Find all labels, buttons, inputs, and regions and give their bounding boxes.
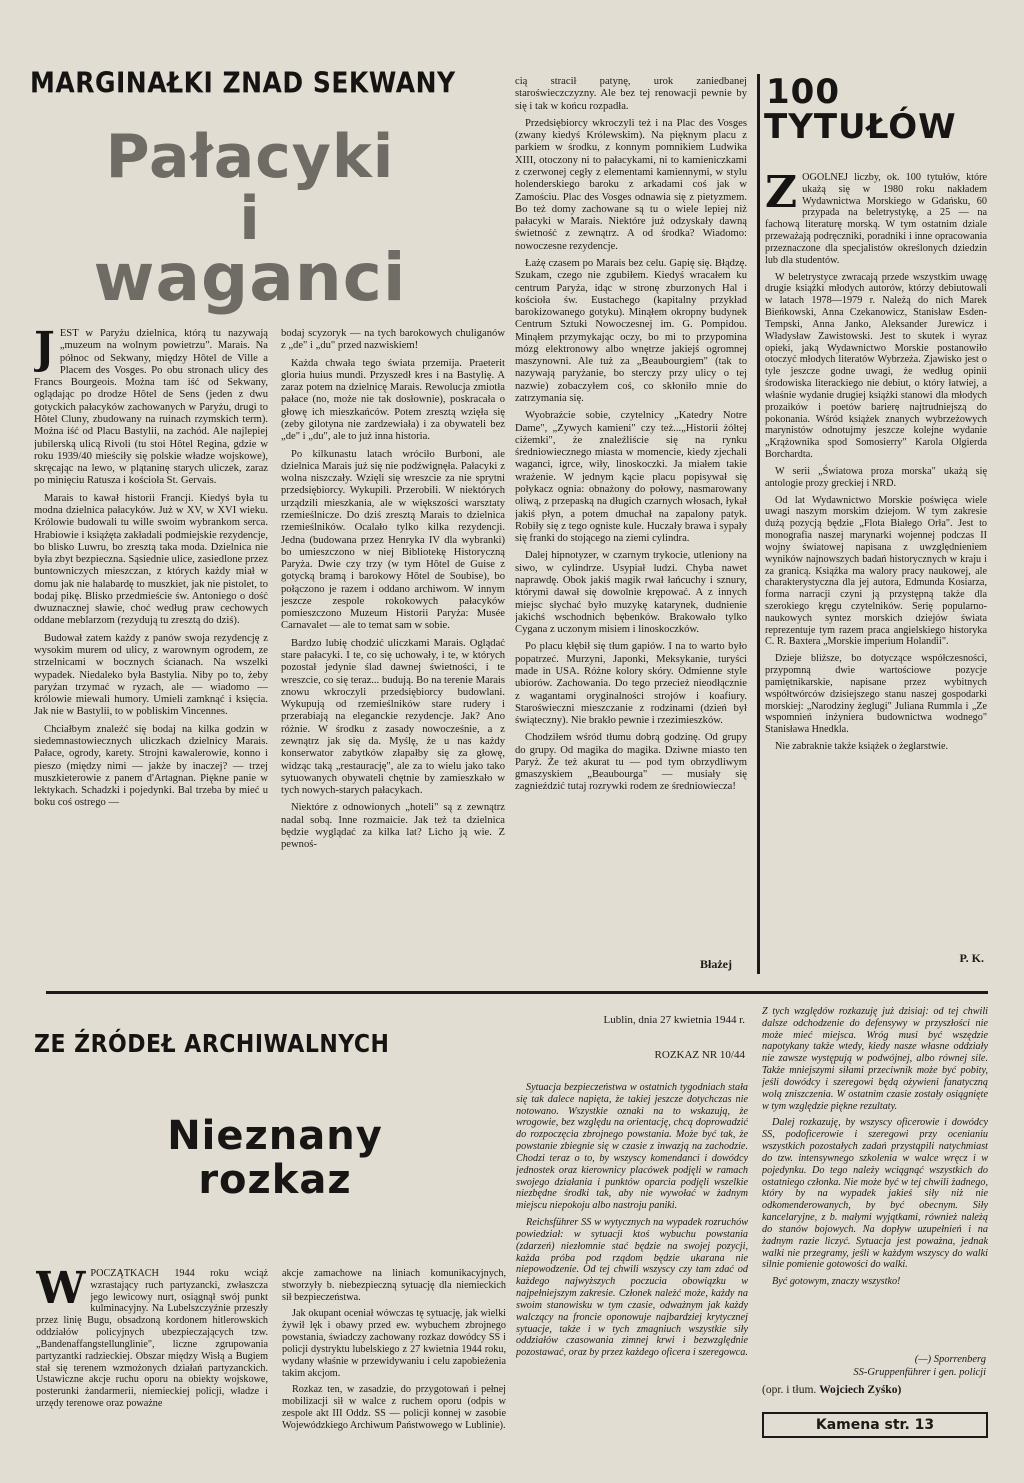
sidebar-para-2: W beletrystyce zwracają przede wszystkim uwagę drugie książki młodych autorów, którzy debiutowali w latach 1978—1979 r. Należą do nich Marek Bieńkowski, Anna Czekanowicz, Stanisław Esden-Tempski, Anna Janko, Aleksander Jurewicz i Władysław Zawistowski. Jest to skutek i wyraz opieki, jaką Wydawnictwo Morskie postanowiło otoczyć młodych literatów Wybrzeża. Zjawisko jest o tyle jeszcze godne uwagi, że według opinii środowiska literackiego nie debiut, o który łatwiej, a właśnie wydanie drugiej książki stanowi dla młodych prozaików i poetów barierę najtrudniejszą do pokonania. Wśród książek znanych wybrzeżowych marynistów odnotujmy jeszcze kolejne wydanie „Krążownika spod Somosierry" Karola Olgierda Borchardta. xyxy=(765,271,987,461)
top-article-column-1 xyxy=(34,328,268,973)
translator-credit xyxy=(762,1384,988,1396)
bottom-col1-para-1: WPOCZĄTKACH 1944 roku wciąż wzrastający ruch partyzancki, zwłaszcza jego lewicowy nurt, osiągnął swój punkt kulminacyjny. Na Lubelszczyźnie przeszły przez linię Bugu, obsadzoną kordonem hitlerowskich oddziałów policyjnych ubezpieczających tzw. „Bandenaffangstellunglinie", liczne zgrupowania partyzantki radzieckiej. Obszar między Wisłą a Bugiem stał się terenem wzmożonych działań partyzanckich. Ustawiczne akcje ruchu oporu na obiekty wojskowe, posterunki żandarmerii, niemieckiej policji, władze i urzędy terenowe oraz poważne xyxy=(36,1268,268,1410)
bottom-col4-para-3: Być gotowym, znaczy wszystko! xyxy=(772,1276,901,1288)
top-col1-para-1: JEST w Paryżu dzielnica, którą tu nazywają „muzeum na wolnym powietrzu". Marais. Na północ od Sekwany, między Hôtel de Ville a Placem des Vosges. Po obu stronach ulicy des Francs Bourgeois. Można tam iść od Sekwany, oglądając po drodze Hôtel de Sens (jeden z dwu gotyckich pałacyków zachowanych w Paryżu, drugi to Hôtel Cluny, zbudowany na ruinach rzymskich term). Można iść od Placu Bastylii, na zachód. Ale najlepiej jubilerską ulicą Rivoli (tu stoi Hôtel Regina, gdzie w roku 1939/40 mieściły się polskie władze wojskowe), skręcając na lewo, w plątaninę starych uliczek, zaraz po minięciu Ratusza i kościoła St. Gervais. xyxy=(34,328,268,487)
bottom-title-line2: rozkaz xyxy=(198,1157,352,1203)
article-title-line2: i xyxy=(239,184,261,254)
top-col2-para-2: Każda chwała tego świata przemija. Praeterit gloria huius mundi. Przyszedł kres i na Bastylię. A zaraz potem na dzielnicę Marais. Rewolucja zmiotła pałace (no, może nie tak dosłownie), poskracała o głowę ich mieszkańców. Potem zresztą wzięła się (zeby gilotyna nie zardzewiała) i za obywateli bez „de" i „du", ale to już inna historia. xyxy=(281,357,505,443)
top-article-column-2 xyxy=(281,328,505,973)
bottom-col4-para-1: Z tych względów rozkazuję już dzisiaj: od tej chwili dalsze odchodzenie do defensywy w przyszłości nie może mieć miejsca. Wróg musi być wszędzie napotykany także wtedy, kiedy nasze własne oddziały nie zawsze występują w podwójnej, albo równej sile. Także mniejszymi siłami przeciwnik może być pobity, jeśli dowódcy i szeregowi będą ożywieni fanatyczną wolą zniszczenia. W ostatnim czasie zostały osiągnięte w tym względzie piękne rezultaty. xyxy=(762,1006,988,1112)
section-kicker-archiwalne: ZE ŹRÓDEŁ ARCHIWALNYCH xyxy=(34,1030,390,1059)
bottom-col2-para-1: akcje zamachowe na liniach komunikacyjnych, stworzyły b. niebezpieczną sytuację dla niemieckich sił bezpieczeństwa. xyxy=(282,1268,506,1303)
top-col3-para-3: Łażę czasem po Marais bez celu. Gapię się. Błądzę. Szukam, czego nie zgubiłem. Kiedyś wracałem ku centrum Paryża, idąc w stronę zburzonych Hal i kościoła św. Eustachego (kapitalny przykład barokizowanego gotyku). Minąłem okropny budynek Centrum Sztuki Nowoczesnej im. G. Pompidou. Minąłem przymykając oczy, bo mi to przypomina mózg elektronowy albo wnętrze jakiejś ogromnej maszynowni. Ale tuż za „Beaubourgiem" (tak to nazywają paryżanie, bo sterczy przy ulicy o tej nazwie) zobaczyłem coś, co skłoniło mnie do zatrzymania się. xyxy=(515,257,747,405)
sidebar-title-line1: 100 xyxy=(766,72,840,112)
top-col3-para-7: Chodziłem wśród tłumu dobrą godzinę. Od grupy do grupy. Od magika do magika. Dziwne miasto ten Paryż. Że też akurat tu — pod tym obrzydliwym gmaszyskiem „Beaubourga" — musiały się zagnieździć tutaj rozrywki rodem ze średniowiecza! xyxy=(515,732,747,793)
sidebar-para-6: Nie zabraknie także książek o żeglarstwie. xyxy=(775,741,949,753)
bottom-title-line1: Nieznany xyxy=(167,1113,383,1159)
sidebar-para-4: Od lat Wydawnictwo Morskie poświęca wiele uwagi naszym morskim dziejom. W tym zakresie dużą pozycją będzie „Flota Białego Orła". Jest to monografia naszej marynarki wojennej podczas II wojny światowej napisana z uwzględnieniem wyników najnowszych badań historycznych w kraju i za granicą. Książka ma walory pracy naukowej, ale charakterystyczna dla jej autora, Edmunda Kosiarza, forma narracji czyni ją przystępną także dla szerokiego kręgu czytelników. Serię popularno-naukowych syntez morskich dziejów świata reprezentuje tym razem praca angielskiego historyka C. R. Baxtera „Morskie imperium Holandii". xyxy=(765,494,987,648)
top-col3-para-2: Przedsiębiorcy wkroczyli też i na Plac des Vosges (zwany kiedyś Królewskim). Na pięknym placu z parkiem w środku, z konnym pomnikiem Ludwika XIII, otoczony ni to pałacykami, ni to kamieniczkami z czerwonej cegły z elementami kamiennymi, w stylu holenderskiego baroku z arkadami coś jak w Zamościu. Plac des Vosges odnawia się z pietyzmem. Bo też domy zachowane są tu o wiele lepiej niż pałacyki w Marais. Niektóre już odzyskały dawną świetność z zewnątrz. A od środka? Wiadomo: nowoczesne rezydencje. xyxy=(515,117,747,252)
translator-prefix: (opr. i tłum. xyxy=(762,1384,817,1396)
order-title: ROZKAZ NR 10/44 xyxy=(654,1049,745,1061)
sidebar-signature: P. K. xyxy=(959,951,984,965)
bottom-col3-para-1: Sytuacja bezpieczeństwa w ostatnich tygodniach stała się tak dalece napięta, że takiej jeszcze dotychczas nie notowano. Wszystkie oznaki na to wskazują, że wrogowie, bez względu na orientację, chcą doprowadzić do rozpoczęcia zbrojnego powstania. Może być tak, że powstanie zbiegnie się w czasie z inwazją na zachodzie. Chodzi teraz o to, by wszyscy komendanci i dowódcy jednostek oraz kierownicy placówek podjęli w ramach swojego działania i punktów oparcia podjęli wszelkie niezbędne środki tak, aby nie wywołać w żadnym miejscu niepokoju albo nastroju paniki. xyxy=(516,1082,748,1212)
top-col1-para-3: Budował zatem każdy z panów swoja rezydencję z wysokim murem od ulicy, z warownym ogrodem, ze strzelnicami w bocznych ścianach. Na wszelki wypadek. Niedaleko była Bastylia. Niby po to, żeby paryżan trzymać w ryzach, ale — wiadomo — królowie miewali humory. Umieli zamknąć i księcia. Jak nie w Bastylii, to w pobliskim Vincennes. xyxy=(34,632,268,718)
top-col3-para-1: cią stracił patynę, urok zaniedbanej staroświeczczyzny. Ale bez tej renowacji pewnie by się i tak w końcu rozpadła. xyxy=(515,76,747,112)
article-title-line1: Pałacyki xyxy=(105,122,395,192)
top-col2-para-4: Bardzo lubię chodzić uliczkami Marais. Oglądać stare pałacyki. I te, co się uchowały, i te, w których pozostał jedynie ślad dawnej świetności, i te wreszcie, co się teraz... budują. Bo na terenie Marais znowu wkroczyli przedsiębiorcy budowlani. Wykupują od rzemieślników stare rudery i przerabiają na eleganckie rezydencje. Jak? Ano różnie. W środku z zasady nowocześnie, a z zewnątrz jak się da. Myślę, że u nas każdy konserwator zabytków złapałby się za głowę, widząc taką „restaurację", ale za to wielu jako tako sytuowanych obywateli chętnie by zamieszkało w tych nowych-starych pałacykach. xyxy=(281,637,505,797)
sidebar-divider xyxy=(757,74,760,974)
top-col2-para-5: Niektóre z odnowionych „hoteli" są z zewnątrz nadal sobą. Inne rozmaicie. Jak też ta dzielnica będzie wyglądać za kilka lat? Licho ją wie. Z pewnoś- xyxy=(281,802,505,851)
bottom-article-column-2 xyxy=(282,1268,506,1468)
sidebar-column xyxy=(765,172,987,962)
bottom-col3-para-2: Reichsführer SS w wytycznych na wypadek rozruchów powiedział: w sytuacji ktoś wybuchu powstania (zdarzeń) niezłomnie stać będzie na swojej pozycji, każda próba pod rządom będzie ukarana nie niepowodzenie. Od tej chwili wszyscy czy tam zdać od każdego najwyższych poczucia obowiązku w najpełniejszym zakresie. Członek należć może, każdy na swoim stanowisku w tym czasie, odważnym jak każdy walczący na froncie oponowuje najbardziej krytycznej sytuacje, także i w tych zmagniuch wszystkie siły oddziałów czasowania zimnej krwi i bezwzględnie pozostawać, oraz by przez każdego oficera i szeregowca. xyxy=(516,1217,748,1359)
order-dateline: Lublin, dnia 27 kwietnia 1944 r. xyxy=(603,1014,745,1026)
bottom-article-column-1 xyxy=(36,1268,268,1468)
top-col3-para-4: Wyobraźcie sobie, czytelnicy „Katedry Notre Dame", „Zywych kamieni" czy też...„Historii żółtej ciżemki", że znaleźliście się na rynku średniowiecznego miasta w momencie, kiedy zjechali waganci, igrce, wiły, linoskoczki. Ja miałem takie wrażenie. W jednym kącie placu popisywał się połykacz ognia: obnażony do połowy, nasmarowany oliwą, z przepaską na długich czarnych włosach, łykał jakiś płyn, a potem dmuchał na zapalony patyk. Robiły się z tego ogniste kule. Huczały brawa i sypały się franki do stojącego na ziemi cylindra. xyxy=(515,410,747,545)
sidebar-para-5: Dzieje bliższe, bo dotyczące współczesności, przypomną dwie wartościowe pozycje pamiętnikarskie, napisane przez wybitnych współtwórców dzisiejszego stanu naszej gospodarki morskiej: „Narodziny żeglugi" Juliana Rummla i „Ze wspomnień inżyniera budownictwa wodnego" Stanisława Hnedkla. xyxy=(765,653,987,736)
drop-cap: J xyxy=(34,328,55,374)
top-col3-para-6: Po placu kłębił się tłum gapiów. I na to warto było popatrzeć. Murzyni, Japonki, Meksykanie, turyści made in USA. Różne kolory skóry. Odmienne style ubiorów. Zachowania. Do tego przecież nieodłącznie z wagantami oryginalności strojów i koafiury. Staroświeczni mieszczanie z rodzinami (dzień był świąteczny). Nie brakło pewnie i rzezimieszków. xyxy=(515,641,747,727)
bottom-col2-para-2: Jak okupant oceniał wówczas tę sytuację, jak wielki żywił lęk i obawy przed ew. wybuchem zbrojnego powstania, świadczy zachowany rozkaz dowódcy SS i policji dystryktu lubelskiego z 27 kwietnia 1944 roku, wydany właśnie w przewidywaniu i celu zapobieżenia takim akcjom. xyxy=(282,1308,506,1379)
bottom-article-column-3 xyxy=(516,1082,748,1474)
article-title-line3: waganci xyxy=(93,239,407,316)
page-number-box xyxy=(762,1412,988,1438)
top-col3-para-5: Dalej hipnotyzer, w czarnym trykocie, utleniony na siwo, w cylindrze. Usypiał ludzi. Chyba nawet naprawdę. Obok jakiś magik rwał łańcuchy i sznury, którymi dawał się dowolnie krępować. A z innych miejsc słychać było muzykę katarynek, dudnienie jakichś wschodnich bębenków. Brakowało tylko Cygana z uczonym misiem i linoskoczków. xyxy=(515,550,747,636)
sidebar-title-line2: TYTUŁÓW xyxy=(764,107,957,147)
sidebar-drop-cap: Z xyxy=(765,172,798,218)
section-divider xyxy=(46,991,988,994)
page-number-label: Kamena str. 13 xyxy=(815,1417,935,1433)
top-col2-para-1: bodaj scyzoryk — na tych barokowych chuliganów z „de" i „du" przed nazwiskiem! xyxy=(281,328,505,352)
top-article-signature: Błażej xyxy=(700,957,732,971)
top-col2-para-3: Po kilkunastu latach wróciło Burboni, ale dzielnica Marais już się nie podźwignęła. Pałacyki z wolna niszczały. Wzięli się wreszcie za nie sprytni przedsiębiorcy. Wykupili. Przerobili. W niektórych urządzili mieszkania, ale w większości warsztaty rzemieślnicze. Do dziś zresztą Marais to dzielnica rzemieślników. Ocalało tylko kilka rezydencji. Jedna (budowana przez Henryka IV dla wybranki) bo umieszczono w niej Bibliotekę Historyczną Paryża. Dwie czy trzy (w tym Hôtel de Guise z gotycką bramą i barokowy Hôtel de Soubise), bo połączono je razem i oddano archiwom. W innym jeszcze zespole rokokowych pałacyków pomieszczono Muzeum Historii Paryża: Musée Carnavalet — ale to temat sam w sobie. xyxy=(281,448,505,632)
top-article-column-3 xyxy=(515,76,747,956)
sidebar-para-3: W serii „Światowa proza morska" ukażą się antologie prozy greckiej i NRD. xyxy=(765,465,987,489)
order-signature-name: (—) Sporrenberg xyxy=(914,1354,986,1365)
bottom-col2-para-3: Rozkaz ten, w zasadzie, do przygotowań i pełnej mobilizacji sił w walce z ruchem oporu (odpis w zespole akt III Oddz. SS — policji konnej w zasobie Wojewódzkiego Archiwum Państwowego w Lublinie). xyxy=(282,1384,506,1431)
sidebar-para-1: ZOGÓLNEJ liczby, ok. 100 tytułów, które ukażą się w 1980 roku nakładem Wydawnictwa Morskiego w Gdańsku, 60 przypada na beletrystykę, a 25 — na fachową literaturę morską. W tym ostatnim dziale przeważają podręczniki, poradniki i inne opracowania przeznaczone dla specjalistów określonych dziedzin lub dla studentów. xyxy=(765,172,987,266)
top-col1-para-2: Marais to kawał historii Francji. Kiedyś była tu modna dzielnica pałacyków. Już w XV, w XVI wieku. Królowie budowali tu wille swoim wybrankom serca. Hrabiowie i książęta zakładali podmiejskie rezydencje, bo blisko Luwru, bo zresztą taka moda. Dzielnica nie była zbyt bezpieczna. Sąsiednie ulice, zasiedlone przez buntowniczych mieszczan, z których każdy miał w domu jak nie halabardę to muszkiet, jak nie pistolet, to bodaj pikę. Blisko przedmieście św. Antoniego o dość dwuznacznej sławie, choć według praw cechowych oddane meblarzom (rezydują tu zresztą do dziś). xyxy=(34,492,268,627)
bottom-drop-cap: W xyxy=(36,1268,86,1314)
order-signature-rank: SS-Gruppenführer i gen. policji xyxy=(853,1367,986,1378)
section-kicker-marginalki: MARGINAŁKI ZNAD SEKWANY xyxy=(30,66,456,100)
top-col1-para-4: Chciałbym znaleźć się bodaj na kilka godzin w siedemnastowiecznych uliczkach dzielnicy Marais. Pałace, ogrody, karety. Strojni kawalerowie, konno i pieszo (między nimi — jakże by inaczej? — trzej muszkieterowie z panem d'Artagnan. Piękne panie w lektykach. Schadzki i pojedynki. Bal trzeba by mieć u boku coś ostrego — xyxy=(34,723,268,809)
translator-name: Wojciech Zyśko) xyxy=(819,1384,902,1396)
bottom-article-column-4 xyxy=(762,1006,988,1346)
bottom-col4-para-2: Dalej rozkazuję, by wszyscy oficerowie i dowódcy SS, podoficerowie i szeregowi przy ocenianiu wszystkich pozostałych zadań przystąpili natychmiast do tzw. intensywnego szkolenia w walce wręcz i w pojedynku. Do tego należy wciągnąć wszystkich do ostatniego członka. Nie może być w tej chwili żadnego, który by na wypadek jakieś siły niż nie odkomenderowanych, by być obecnym. Siły kancelaryjne, z b. małymi wyjątkami, również należą do stanów bojowych. Na dopływ uzupełnień i na żadnym razie liczyć. Sytuacja jest poważna, jednak walki nie przegramy, jeśli w każdym wszyscy do walki silnie pomienie gotowości do walki. xyxy=(762,1117,988,1271)
